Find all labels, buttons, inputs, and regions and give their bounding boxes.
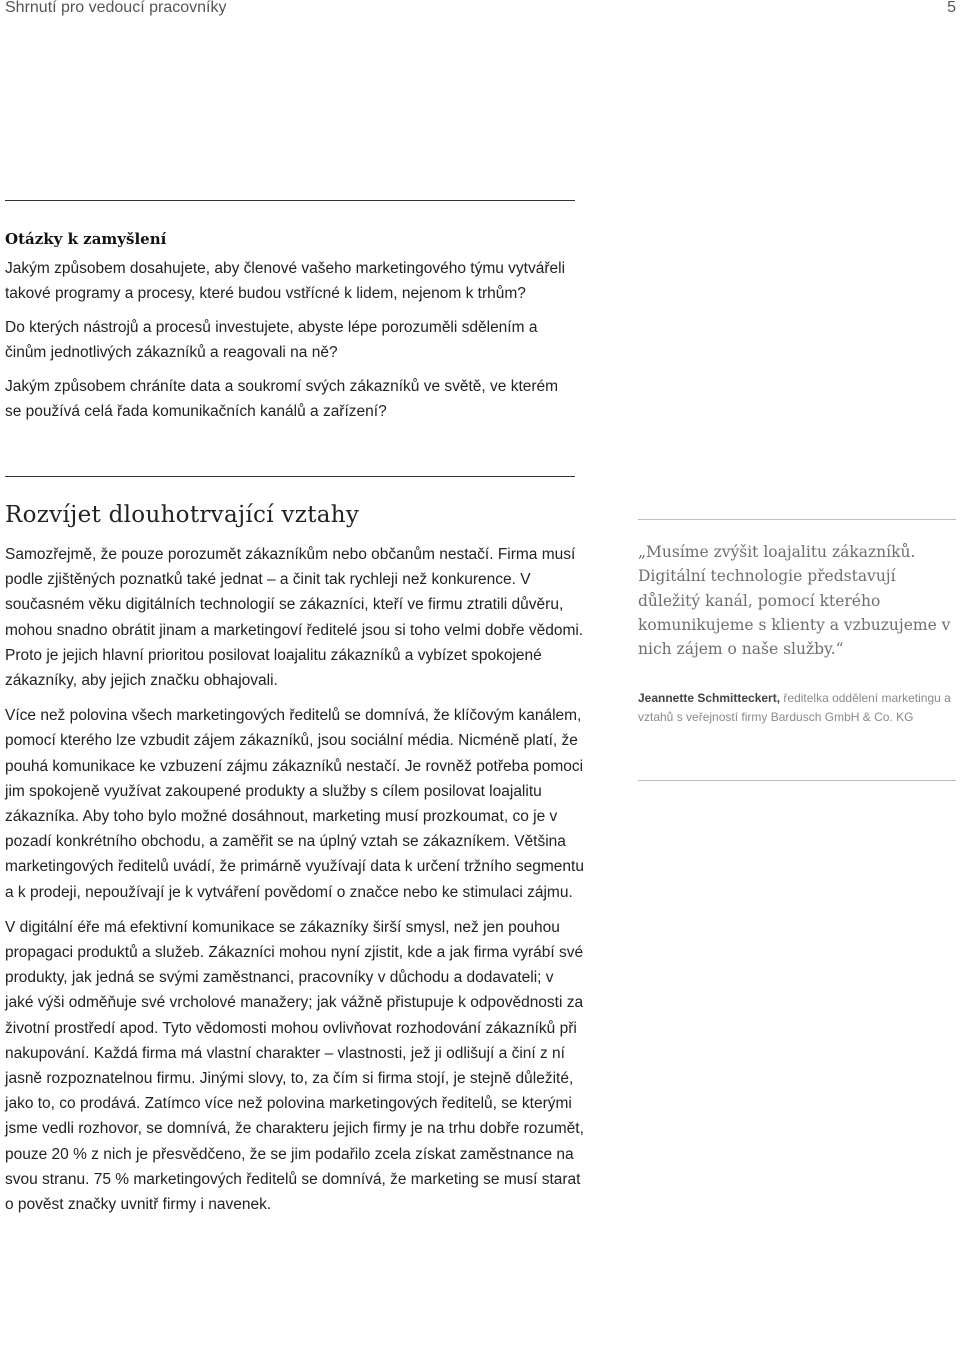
pull-quote: [638, 540, 958, 727]
quote-attribution: [638, 689, 958, 727]
page-number: 5: [947, 0, 956, 16]
questions-heading: Otázky k zamyšlení: [5, 230, 167, 248]
question-item: Jakým způsobem dosahujete, aby členové vašeho marketingového týmu vytvářeli takové programy a procesy, které budou vstřícné k lidem, nejenom k trhům?: [5, 260, 566, 302]
body-paragraph: Více než polovina všech marketingových ředitelů se domnívá, že klíčovým kanálem, pomocí kterého lze vzbudit zájem zákazníků, jsou sociální média. Nicméně platí, že pouhá komunikace ke vzbuzení zájmu zákazníků nestačí. Je rovněž potřeba pomoci jim spokojeně využívat zakoupené produkty a služby s cílem posilovat loajalitu zákazníka. Aby toho bylo možné dosáhnout, marketing musí prozkoumat, co je v pozadí konkrétního obchodu, a zaměřit se na úplný vztah se zákazníkem. Většina marketingových ředitelů uvádí, že primárně využívají data k určení tržního segmentu a k prodeji, nepoužívají je k vytváření povědomí o značce nebo ke stimulaci zájmu.: [5, 707, 584, 901]
body-paragraph: V digitální éře má efektivní komunikace se zákazníky širší smysl, než jen pouhou propagaci produktů a služeb. Zákazníci mohou nyní zjistit, kde a jak firma vyrábí své produkty, jak jedná se svými zaměstnanci, pracovníky v důchodu a dodavateli; v jaké výši odměňuje své vrcholové manažery; jak vážně přistupuje k odpovědnosti za životní prostředí apod. Tyto vědomosti mohou ovlivňovat rozhodování zákazníků při nakupování. Každá firma má vlastní charakter – vlastnosti, jež ji odlišují a činí z ní jasně rozpoznatelnou firmu. Jinými slovy, to, za čím si firma stojí, je stejně důležité, jako to, co prodává. Zatímco více než polovina marketingových ředitelů, se kterými jsme vedli rozhovor, se domnívá, že charakteru jejich firmy je na trhu dobře rozumět, pouze 20 % z nich je přesvědčeno, že se jim podařilo zcela získat zaměstnance na svou stranu. 75 % marketingových ředitelů se domnívá, že marketing se musí starat o pověst značky uvnitř firmy i navenek.: [5, 918, 584, 1214]
quote-author-name: Jeannette Schmitteckert,: [638, 691, 781, 706]
quote-bottom-divider: [638, 780, 956, 781]
header-title: Shrnutí pro vedoucí pracovníky: [5, 0, 227, 16]
reflection-questions: [5, 230, 575, 433]
quote-text: „Musíme zvýšit loajalitu zákazníků. Digitální technologie představují důležitý kanál, pomocí kterého komunikujeme s klienty a vzbuzujeme v nich zájem o naše služby.“: [638, 543, 951, 659]
question-item: Do kterých nástrojů a procesů investujete, abyste lépe porozuměli sdělením a činům jednotlivých zákazníků a reagovali na ně?: [5, 319, 538, 361]
questions-top-divider: [5, 200, 575, 201]
quote-top-divider: [638, 519, 956, 520]
body-paragraph: Samozřejmě, že pouze porozumět zákazníkům nebo občanům nestačí. Firma musí podle zjištěných poznatků také jednat – a činit tak rychleji než konkurence. V současném věku digitálních technologií se zákazníci, kteří ve firmu ztratili důvěru, mohou snadno obrátit jinam a marketingoví ředitelé jsou si toho velmi dobře vědomi. Proto je jejich hlavní prioritou posilovat loajalitu zákazníků a vybízet spokojené zákazníky, aby jejich značku obhajovali.: [5, 546, 584, 690]
section-title: Rozvíjet dlouhotrvající vztahy: [5, 502, 360, 528]
main-body: [5, 542, 585, 1227]
quote-author-role: ředitelka oddělení marketingu a vztahů s veřejností firmy Bardusch GmbH & Co. KG: [638, 691, 951, 725]
page-header: [5, 0, 960, 20]
questions-bottom-divider: [5, 476, 575, 477]
question-item: Jakým způsobem chráníte data a soukromí svých zákazníků ve světě, ve kterém se používá celá řada komunikačních kanálů a zařízení?: [5, 378, 559, 420]
